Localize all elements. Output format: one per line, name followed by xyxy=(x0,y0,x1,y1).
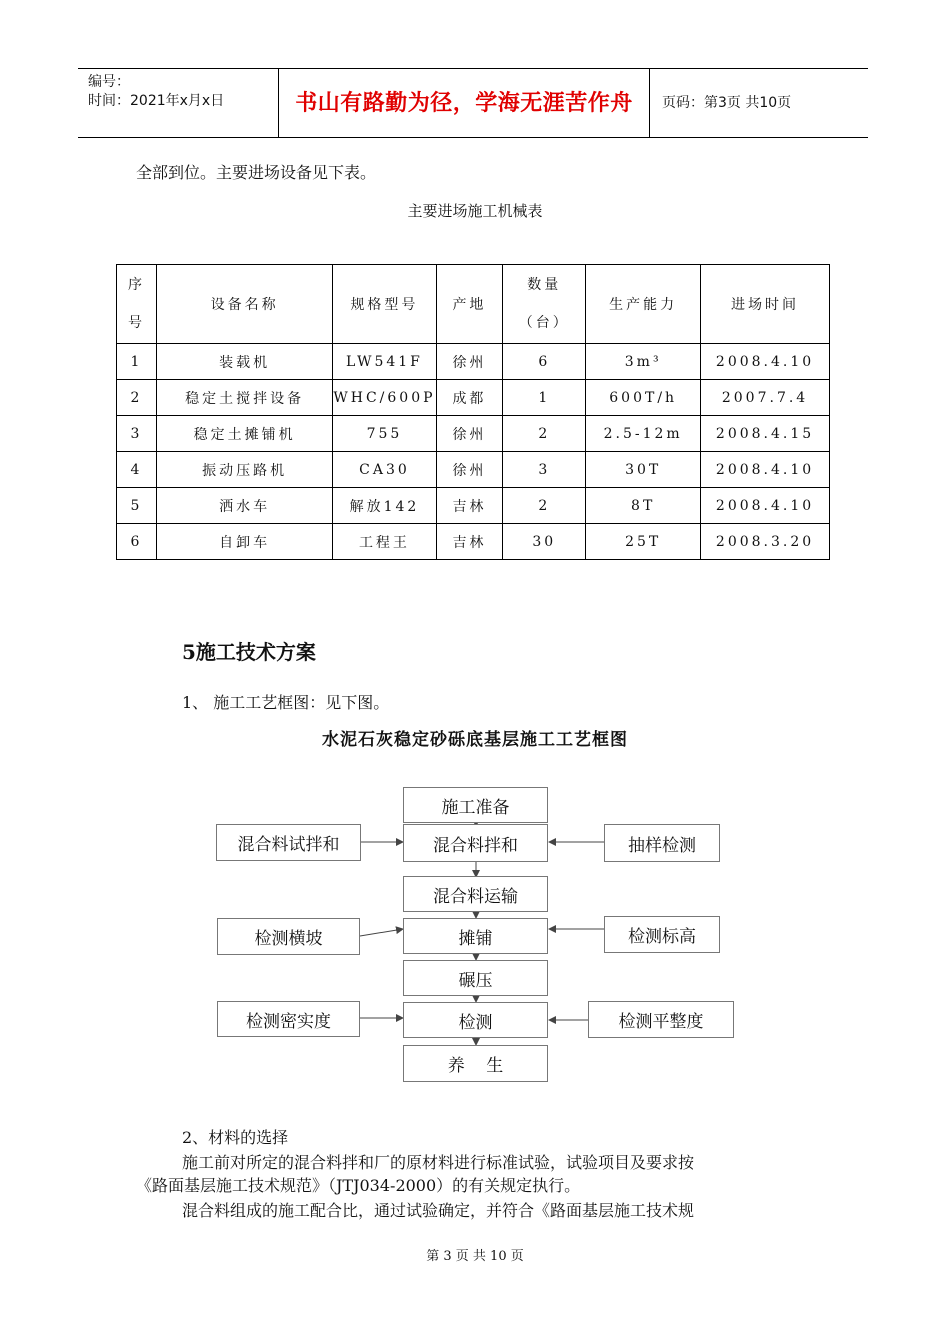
number-label: 编号： xyxy=(88,74,130,90)
cell-capacity: 8T xyxy=(586,488,701,524)
table-caption: 主要进场施工机械表 xyxy=(407,202,543,220)
cell-no: 4 xyxy=(117,452,157,488)
header-spec: 规格型号 xyxy=(333,265,436,344)
flow-box-trial-mix: 混合料试拌和 xyxy=(216,824,361,861)
cell-capacity: 30T xyxy=(586,452,701,488)
cell-origin: 徐州 xyxy=(436,416,503,452)
flow-box-check-flatness: 检测平整度 xyxy=(588,1001,734,1038)
section-title: 5施工技术方案 xyxy=(182,640,316,664)
para1-line2: 《路面基层施工技术规范》（JTJ034-2000）的有关规定执行。 xyxy=(136,1176,581,1195)
cell-date: 2008.4.15 xyxy=(701,416,830,452)
cell-capacity: 600T/h xyxy=(586,380,701,416)
cell-qty: 1 xyxy=(503,380,586,416)
cell-qty: 2 xyxy=(503,416,586,452)
cell-date: 2008.4.10 xyxy=(701,488,830,524)
cell-no: 6 xyxy=(117,524,157,560)
header-no-bottom: 号 xyxy=(127,315,145,331)
cell-qty: 30 xyxy=(503,524,586,560)
flow-box-check-elevation: 检测标高 xyxy=(604,916,720,953)
flow-title: 水泥石灰稳定砂砾底基层施工工艺框图 xyxy=(322,730,628,750)
cell-spec: 工程王 xyxy=(333,524,436,560)
cell-qty: 3 xyxy=(503,452,586,488)
flow-box-check-density: 检测密实度 xyxy=(217,1001,360,1037)
cell-spec: LW541F xyxy=(333,344,436,380)
cell-name: 自卸车 xyxy=(156,524,332,560)
item-2: 2、材料的选择 xyxy=(182,1128,289,1147)
cell-no: 3 xyxy=(117,416,157,452)
cell-name: 稳定土搅拌设备 xyxy=(156,380,332,416)
cell-name: 振动压路机 xyxy=(156,452,332,488)
cell-no: 5 xyxy=(117,488,157,524)
para2-line1: 混合料组成的施工配合比，通过试验确定，并符合《路面基层施工技术规 xyxy=(182,1201,695,1220)
item-1: 1、 施工工艺框图：见下图。 xyxy=(182,693,390,712)
cell-spec: CA30 xyxy=(333,452,436,488)
flow-box-sampling: 抽样检测 xyxy=(604,824,720,862)
header-origin: 产地 xyxy=(436,265,503,344)
header-capacity: 生产能力 xyxy=(586,265,701,344)
intro-line: 全部到位。主要进场设备见下表。 xyxy=(136,163,377,182)
flow-box-check-slope: 检测横坡 xyxy=(217,918,360,955)
header-motto: 书山有路勤为径，学海无涯苦作舟 xyxy=(279,69,650,137)
header-qty-bottom: （台） xyxy=(518,315,570,331)
cell-spec: 解放142 xyxy=(333,488,436,524)
cell-date: 2008.4.10 xyxy=(701,344,830,380)
header-date: 进场时间 xyxy=(701,265,830,344)
cell-origin: 成都 xyxy=(436,380,503,416)
flow-box-mix: 混合料拌和 xyxy=(403,824,548,862)
para1-line1: 施工前对所定的混合料拌和厂的原材料进行标准试验，试验项目及要求按 xyxy=(182,1153,695,1172)
page-footer: 第 3 页 共 10 页 xyxy=(426,1249,524,1264)
cell-name: 洒水车 xyxy=(156,488,332,524)
flow-box-transport: 混合料运输 xyxy=(403,876,548,912)
cell-spec: WHC/600P xyxy=(333,380,436,416)
cell-origin: 徐州 xyxy=(436,344,503,380)
cell-no: 2 xyxy=(117,380,157,416)
cell-capacity: 3m³ xyxy=(586,344,701,380)
time-label: 时间：2021年x月x日 xyxy=(88,93,225,109)
header-name: 设备名称 xyxy=(156,265,332,344)
flow-box-check: 检测 xyxy=(403,1002,548,1038)
header-page-info: 页码：第3页 共10页 xyxy=(662,95,792,111)
cell-capacity: 2.5-12m xyxy=(586,416,701,452)
cell-no: 1 xyxy=(117,344,157,380)
flow-box-spread: 摊铺 xyxy=(403,918,548,954)
cell-origin: 吉林 xyxy=(436,524,503,560)
cell-origin: 吉林 xyxy=(436,488,503,524)
cell-date: 2008.4.10 xyxy=(701,452,830,488)
cell-name: 装载机 xyxy=(156,344,332,380)
cell-date: 2007.7.4 xyxy=(701,380,830,416)
cell-date: 2008.3.20 xyxy=(701,524,830,560)
flow-box-cure: 养 生 xyxy=(403,1045,548,1082)
cell-qty: 6 xyxy=(503,344,586,380)
flow-box-prep: 施工准备 xyxy=(403,787,548,823)
cell-spec: 755 xyxy=(333,416,436,452)
header-qty-top: 数量 xyxy=(527,277,562,293)
flow-box-roll: 碾压 xyxy=(403,960,548,996)
arrow-slope-spread xyxy=(360,929,403,936)
cell-name: 稳定土摊铺机 xyxy=(156,416,332,452)
cell-qty: 2 xyxy=(503,488,586,524)
cell-capacity: 25T xyxy=(586,524,701,560)
header-no-top: 序 xyxy=(127,277,145,293)
cell-origin: 徐州 xyxy=(436,452,503,488)
